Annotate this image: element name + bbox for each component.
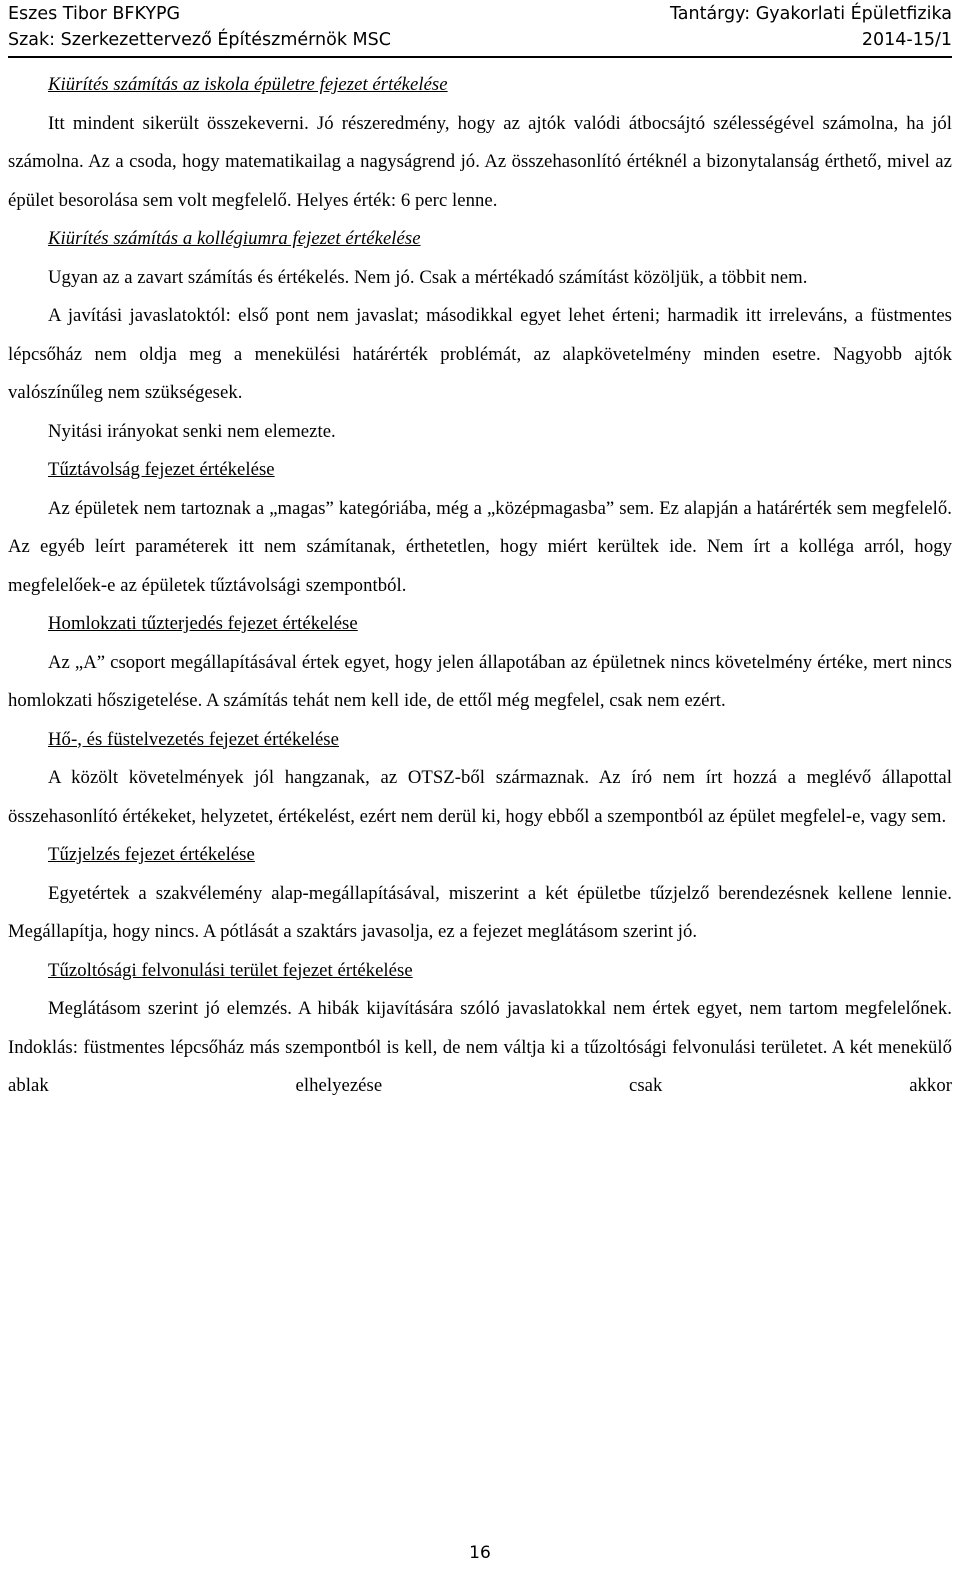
section-heading: Hő-, és füstelvezetés fejezet értékelése <box>48 728 339 750</box>
document-body <box>8 66 952 1106</box>
program-label: Szak: Szerkezettervező Építészmérnök MSC <box>8 30 391 50</box>
section-heading: Tűzoltósági felvonulási terület fejezet értékelése <box>48 959 413 981</box>
semester-label: 2014-15/1 <box>861 30 952 50</box>
paragraph: Nyitási irányokat senki nem elemezte. <box>48 420 336 442</box>
page-number: 16 <box>469 1543 491 1563</box>
section-heading: Kiürítés számítás az iskola épületre fejezet értékelése <box>48 74 448 95</box>
paragraph: A közölt követelmények jól hangzanak, az OTSZ-ből származnak. Az író nem írt hozzá a meglévő állapottal összehasonlító értékeket, helyzetet, értékelést, ezért nem derül ki, hogy ebből a szempontból az épület megfelel-e, vagy sem. <box>8 767 952 827</box>
author-label: Eszes Tibor BFKYPG <box>8 4 181 24</box>
paragraph: Meglátásom szerint jó elemzés. A hibák kijavítására szóló javaslatokkal nem értek egyet, nem tartom megfelelőnek. Indoklás: füstmentes lépcsőház más szempontból is kell, de nem váltja ki a tűzoltósági felvonulási területet. A két menekülő ablak elhelyezése csak akkor <box>8 998 952 1096</box>
paragraph: Itt mindent sikerült összekeverni. Jó részeredmény, hogy az ajtók valódi átbocsájtó szélességével számolna, ha jól számolna. Az a csoda, hogy matematikailag a nagyságrend jó. Az összehasonlító értéknél a bizonytalanság érthető, mivel az épület besorolása sem volt megfelelő. Helyes érték: 6 perc lenne. <box>8 112 952 211</box>
section-heading: Kiürítés számítás a kollégiumra fejezet értékelése <box>48 228 421 249</box>
page-header <box>8 0 952 58</box>
subject-label: Tantárgy: Gyakorlati Épületfizika <box>669 4 952 24</box>
section-heading: Tűztávolság fejezet értékelése <box>48 459 275 480</box>
paragraph: A javítási javaslatoktól: első pont nem javaslat; másodikkal egyet lehet érteni; harmadik itt irreleváns, a füstmentes lépcsőház nem oldja meg a menekülési határérték problémát, az alapkövetelmény minden esetre. Nagyobb ajtók valószínűleg nem szükségesek. <box>8 305 952 403</box>
header-row-top <box>8 1 952 27</box>
paragraph: Ugyan az a zavart számítás és értékelés. Nem jó. Csak a mértékadó számítást közöljük, a többit nem. <box>48 266 808 288</box>
paragraph: Egyetértek a szakvélemény alap-megállapításával, miszerint a két épületbe tűzjelző berendezésnek kellene lennie. Megállapítja, hogy nincs. A pótlását a szaktárs javasolja, ez a fejezet meglátásom szerint jó. <box>8 882 952 942</box>
section-heading: Homlokzati tűzterjedés fejezet értékelése <box>48 613 358 634</box>
section-heading: Tűzjelzés fejezet értékelése <box>48 844 255 865</box>
paragraph: Az épületek nem tartoznak a „magas” kategóriába, még a „középmagasba” sem. Ez alapján a határérték sem megfelelő. Az egyéb leírt paraméterek itt nem számítanak, érthetetlen, hogy miért kerültek ide. Nem írt a kolléga arról, hogy megfelelőek-e az épületek tűztávolsági szempontból. <box>8 497 952 596</box>
paragraph: Az „A” csoport megállapításával értek egyet, hogy jelen állapotában az épületnek nincs követelmény értéke, mert nincs homlokzati hőszigetelése. A számítás tehát nem kell ide, de ettől még megfelel, csak nem ezért. <box>8 651 952 711</box>
header-row-bottom <box>8 27 952 53</box>
